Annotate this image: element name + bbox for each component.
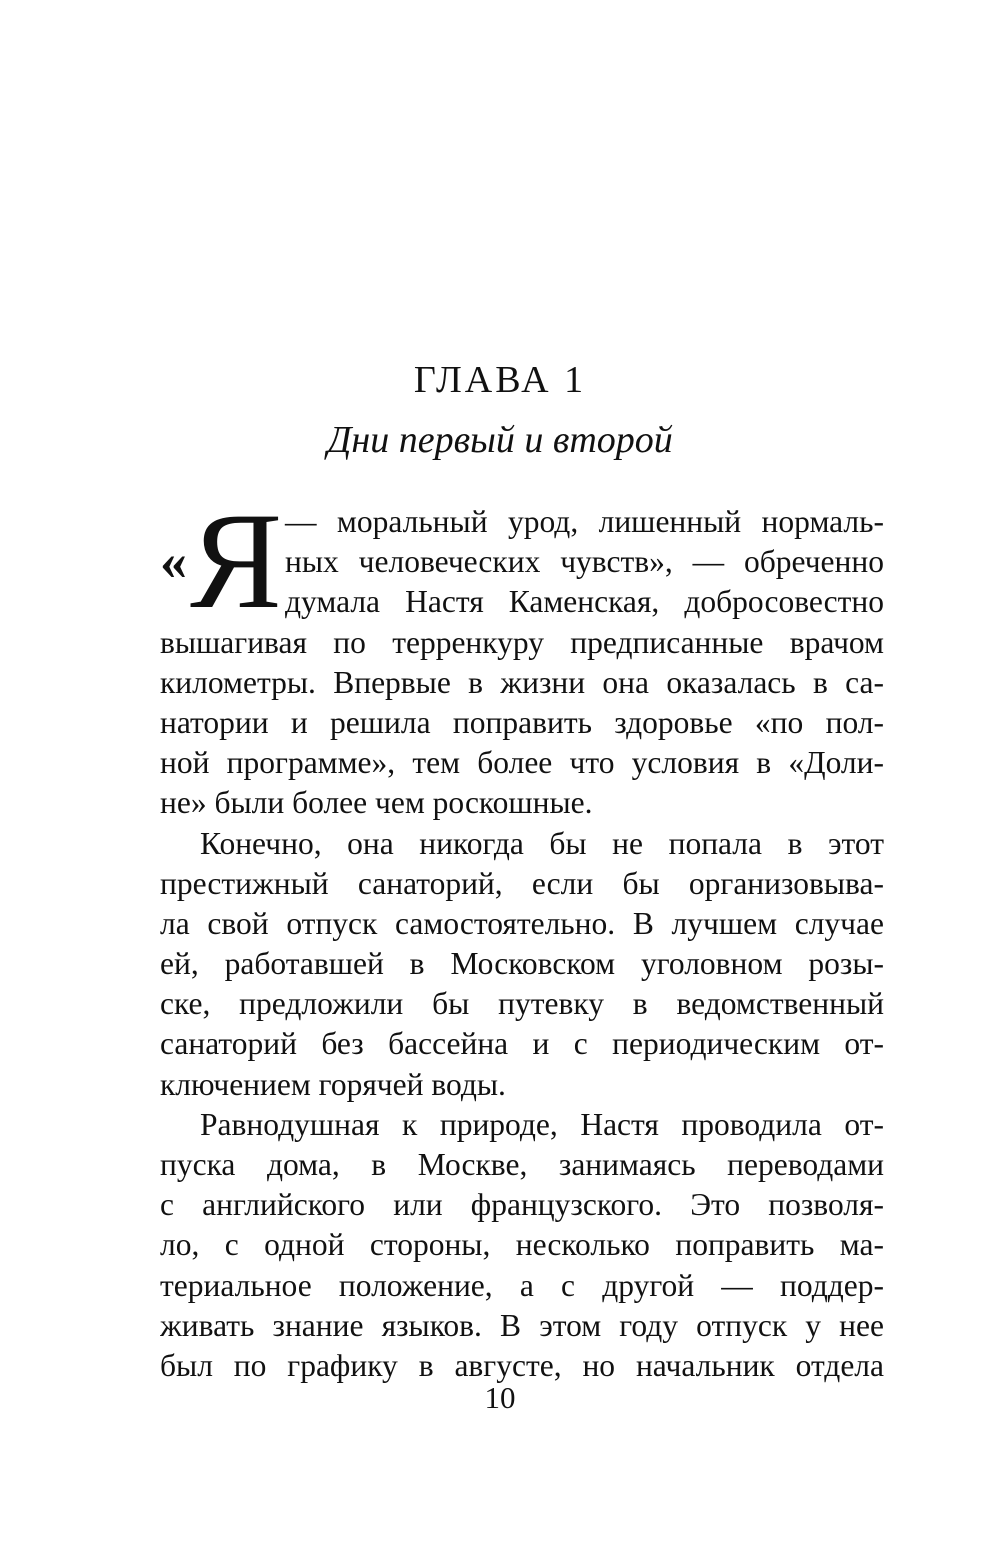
text-line: был по графику в августе, но начальник отдела [160,1347,884,1383]
text-line: санаторий без бассейна и с периодическим от- [160,1026,884,1062]
drop-cap-quote: « [160,531,187,591]
text-line: териальное положение, а с другой — поддер- [160,1267,884,1303]
text-line: пуска дома, в Москве, занимаясь переводами [160,1147,884,1182]
chapter-subtitle: Дни первый и второй [327,419,673,461]
text-line: — моральный урод, лишенный нормаль- [285,504,884,539]
chapter-heading: ГЛАВА 1 [413,359,587,401]
text-line: ной программе», тем более что условия в «Доли- [160,745,884,781]
text-line: ключением горячей воды. [160,1066,506,1102]
text-line: километры. Впервые в жизни она оказалась в са- [160,664,884,700]
text-line: натории и решила поправить здоровье «по пол- [160,704,884,740]
text-line: ске, предложили бы путевку в ведомственный [160,986,884,1022]
text-line: престижный санаторий, если бы организовыва- [160,865,884,901]
page-number: 10 [484,1380,516,1415]
drop-cap-letter: Я [190,484,283,637]
text-line: вышагивая по терренкуру предписанные врачом [160,624,884,660]
text-line: Конечно, она никогда бы не попала в этот [200,825,884,861]
body-text [160,502,884,1386]
text-line: живать знание языков. В этом году отпуск у нее [160,1307,884,1343]
text-line: не» были более чем роскошные. [160,785,593,821]
text-line: Равнодушная к природе, Настя проводила от- [200,1106,884,1142]
text-line: ла свой отпуск самостоятельно. В лучшем случае [160,905,884,941]
text-line: с английского или французского. Это позволя- [160,1187,884,1223]
text-line: ло, с одной стороны, несколько поправить ма- [160,1227,884,1263]
text-line: ей, работавшей в Московском уголовном розы- [160,946,884,982]
text-line: думала Настя Каменская, добросовестно [285,584,884,620]
text-line: ных человеческих чувств», — обреченно [285,544,884,580]
